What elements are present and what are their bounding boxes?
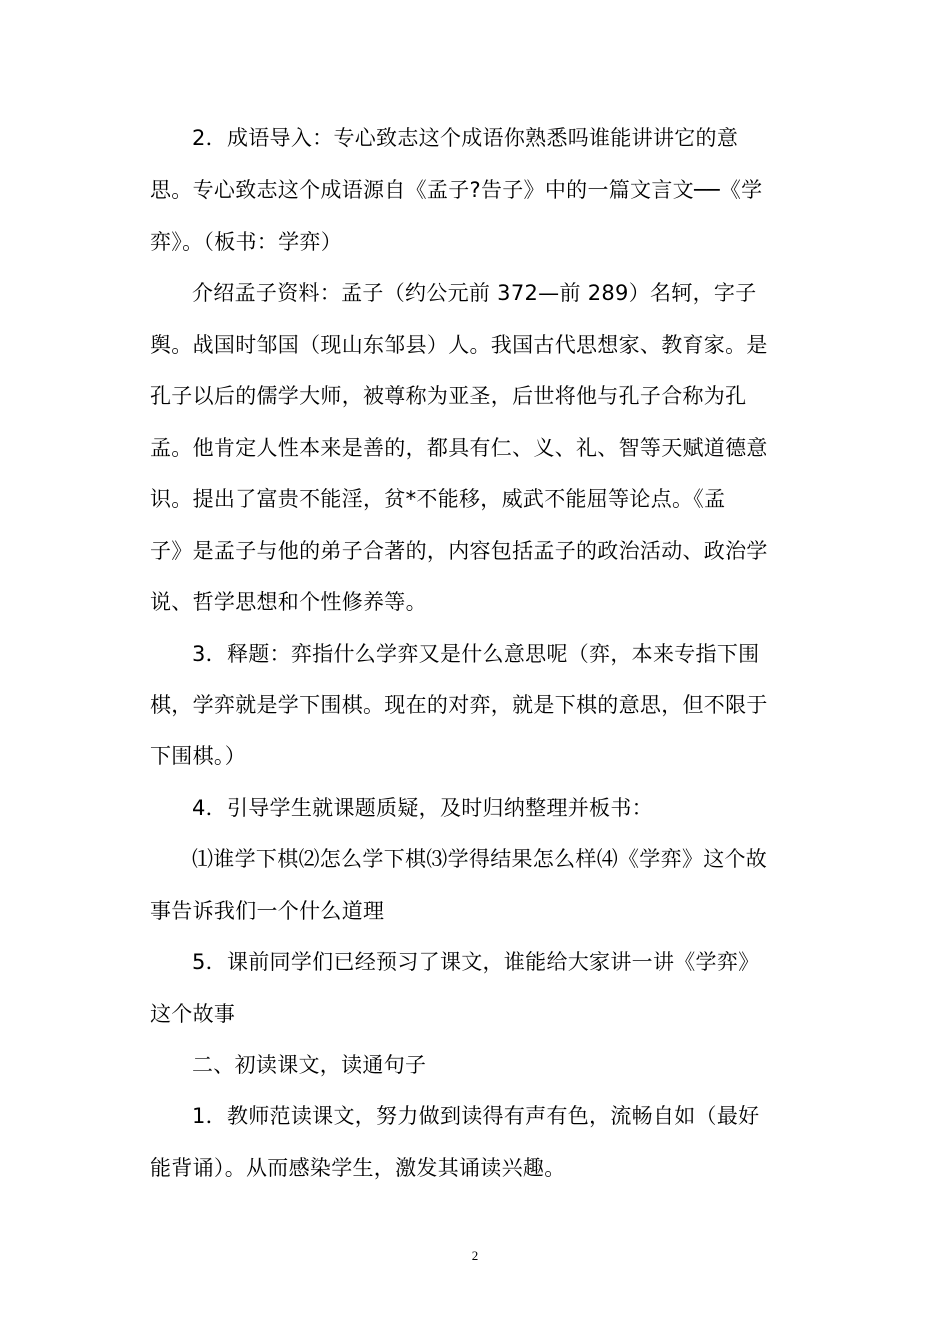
text-line: 2．成语导入：专心致志这个成语你熟悉吗谁能讲讲它的意 — [192, 126, 739, 150]
text-line: 3．释题：弈指什么学弈又是什么意思呢（弈，本来专指下围 — [192, 642, 760, 666]
text-line: 子》是孟子与他的弟子合著的，内容包括孟子的政治活动、政治学 — [150, 539, 768, 563]
text-line: 思。专心致志这个成语源自《孟子?告子》中的一篇文言文──《学 — [150, 178, 763, 202]
text-line: 1．教师范读课文，努力做到读得有声有色，流畅自如（最好 — [192, 1104, 760, 1128]
text-line: 舆。战国时邹国（现山东邹县）人。我国古代思想家、教育家。是 — [150, 333, 768, 357]
text-line: 孟。他肯定人性本来是善的，都具有仁、义、礼、智等天赋道德意 — [150, 436, 768, 460]
text-line: ⑴谁学下棋⑵怎么学下棋⑶学得结果怎么样⑷《学弈》这个故 — [192, 847, 768, 871]
text-line: 5．课前同学们已经预习了课文，谁能给大家讲一讲《学弈》 — [192, 950, 760, 974]
text-line: 弈》。（板书：学弈） — [150, 230, 342, 254]
text-line: 事告诉我们一个什么道理 — [150, 899, 385, 923]
section-heading: 二、初读课文，读通句子 — [192, 1053, 427, 1077]
text-line: 说、哲学思想和个性修养等。 — [150, 590, 427, 614]
text-line: 4．引导学生就课题质疑，及时归纳整理并板书： — [192, 796, 653, 820]
text-line: 介绍孟子资料：孟子（约公元前 372—前 289）名轲，字子 — [192, 281, 757, 305]
page-number: 2 — [471, 1248, 479, 1263]
text-line: 下围棋。） — [150, 744, 246, 768]
text-line: 孔子以后的儒学大师，被尊称为亚圣，后世将他与孔子合称为孔 — [150, 384, 747, 408]
text-line: 识。提出了富贵不能淫，贫*不能移，威武不能屈等论点。《孟 — [150, 487, 726, 511]
text-line: 这个故事 — [150, 1002, 236, 1026]
text-line: 能背诵）。从而感染学生，激发其诵读兴趣。 — [150, 1156, 566, 1180]
text-line: 棋，学弈就是学下围棋。现在的对弈，就是下棋的意思，但不限于 — [150, 693, 768, 717]
